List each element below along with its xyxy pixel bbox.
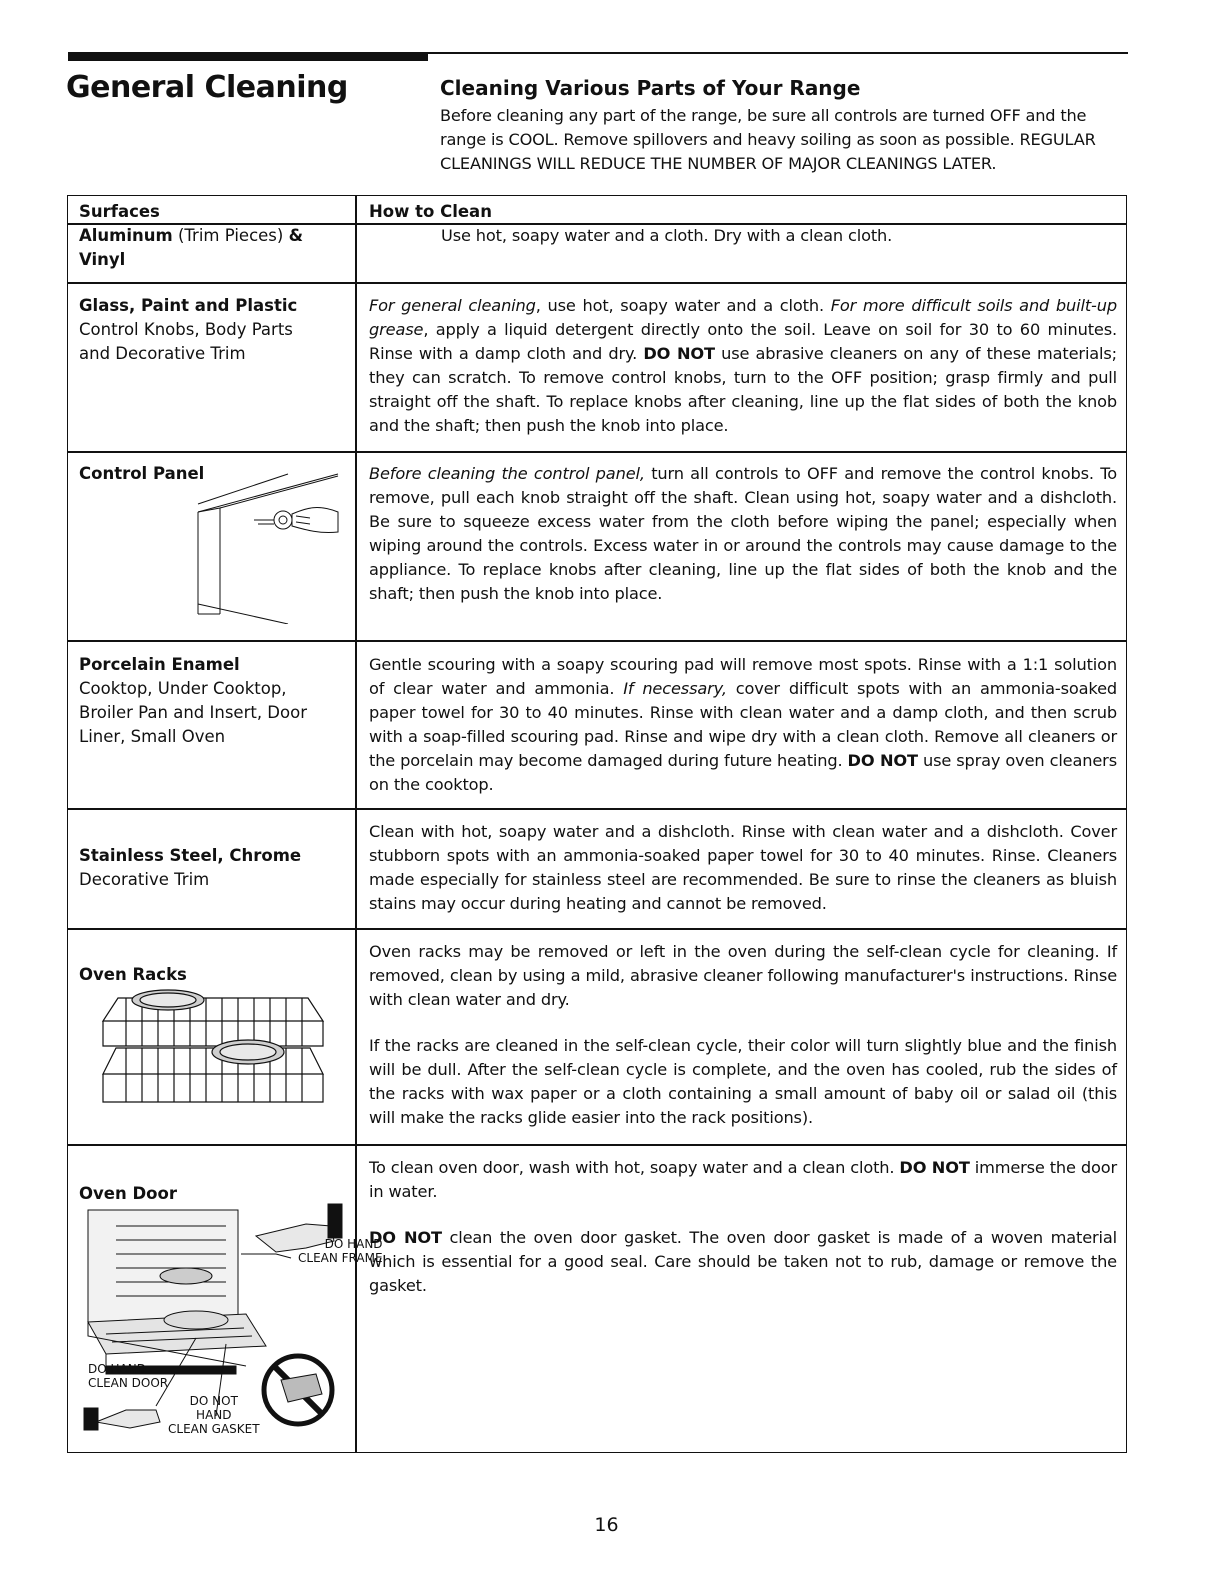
row-divider [68,928,1126,930]
howto-text: Clean with hot, soapy water and a dishcloth. Rinse with clean water and a dishcloth. Cover stubborn spots with an ammonia-soaked paper towel for 30 to 40 minutes. Rinse. Cleaners made especially for stainless steel are recommended. Be sure to rinse the cleaners as bluish stains may occur during heating and cannot be removed. [369,822,1117,913]
howto-text: To clean oven door, wash with hot, soapy water and a clean cloth. [369,1158,900,1177]
howto-italic: Before cleaning the control panel, [369,464,645,483]
page-title: General Cleaning [66,70,348,105]
row-divider [68,451,1126,453]
surface-name: Aluminum [79,226,173,245]
surface-stainless-steel [79,844,344,892]
howto-text: turn all controls to OFF and remove the control knobs. To remove, pull each knob straight off the shaft. Clean using hot, soapy water and a dishcloth. Be sure to squeeze excess water from the cloth before wiping the panel; especially when wiping around the controls. Excess water in or around the controls may cause damage to the appliance. To replace knobs after cleaning, line up the flat sides of both the knob and the shaft; then push the knob into place. [369,464,1117,603]
label-line: DO HAND [88,1362,146,1376]
howto-text: Gentle scouring with a soapy scouring pad will remove most spots. Rinse with a 1:1 solution of clear water and ammonia. [369,655,1117,698]
label-line: CLEAN DOOR [88,1376,169,1390]
howto-stainless-steel [369,820,1117,916]
row-divider [68,640,1126,642]
surface-name: Control Panel [79,464,205,483]
surface-aluminum [79,224,344,272]
label-line: HAND [196,1408,232,1422]
howto-text: use spray oven cleaners on the cooktop. [369,751,1117,794]
label-do-not-hand-clean-gasket [168,1394,260,1436]
surface-name-2: Vinyl [79,250,126,269]
label-do-hand-clean-door [88,1362,168,1390]
howto-text: , apply a liquid detergent directly onto the soil. Leave on soil for 30 to 60 minutes. Rinse with a damp cloth and dry. [369,320,1117,363]
oven-racks-illustration [98,986,328,1116]
surface-name: Oven Door [79,1184,177,1203]
intro-paragraph [440,104,1130,176]
control-panel-illustration [188,464,348,624]
section-title: Cleaning Various Parts of Your Range [440,76,861,100]
surface-name-suffix: (Trim Pieces) [172,226,289,245]
howto-aluminum [441,224,1189,248]
howto-text: use abrasive cleaners on any of these materials; they can scratch. To remove control knobs, turn to the OFF position; grasp firmly and pull straight off the shaft. To replace knobs after cleaning, line up the flat sides of both the knob and the shaft; then push the knob into place. [369,344,1117,435]
label-line: DO NOT [189,1394,238,1408]
howto-paragraph-2: If the racks are cleaned in the self-clean cycle, their color will turn slightly blue and the finish will be dull. After the self-clean cycle is complete, and the oven has cooled, rub the sides of the racks with wax paper or a cloth containing a small amount of baby oil or salad oil (this will make the racks glide easier into the rack positions). [369,1036,1117,1127]
howto-control-panel [369,462,1117,606]
column-header-surfaces: Surfaces [79,202,160,221]
howto-oven-racks [369,940,1117,1130]
surface-subtitle: Cooktop, Under Cooktop, Broiler Pan and Insert, Door Liner, Small Oven [79,679,307,746]
howto-warning: DO NOT [847,751,918,770]
label-line: CLEAN GASKET [168,1422,260,1436]
howto-text: immerse the door in water. [369,1158,1117,1201]
label-line: DO HAND [324,1237,383,1251]
surface-name: Glass, Paint and Plastic [79,296,298,315]
row-divider [68,1144,1126,1146]
howto-italic: If necessary, [623,679,727,698]
surface-name: Stainless Steel, Chrome [79,846,302,865]
intro-text: Before cleaning any part of the range, be sure all controls are turned OFF and the range is COOL. Remove spillovers and heavy soiling as soon as possible. REGULAR CLEANINGS WILL REDUCE THE NUMBER OF MAJOR CLEANINGS LATER. [440,106,1096,173]
surface-porcelain-enamel [79,653,344,749]
howto-warning: DO NOT [369,1228,442,1247]
howto-text: Use hot, soapy water and a cloth. Dry with a clean cloth. [441,226,893,245]
cleaning-table [67,195,1127,1453]
surface-oven-racks [79,963,344,987]
howto-italic: For general cleaning [369,296,536,315]
header-rule-thick [68,52,428,61]
howto-paragraph-1: Oven racks may be removed or left in the oven during the self-clean cycle for cleaning. If removed, clean by using a mild, abrasive cleaner following manufacturer's instructions. Rinse with clean water and dry. [369,942,1117,1009]
howto-warning: DO NOT [899,1158,970,1177]
howto-italic: For more difficult soils and built-up grease [369,296,1117,339]
page-number: 16 [594,1514,619,1536]
surface-subtitle: Decorative Trim [79,870,210,889]
label-line: CLEAN FRAME [298,1251,383,1265]
howto-text: , use hot, soapy water and a cloth. [535,296,831,315]
surface-glass-paint-plastic [79,294,344,366]
row-divider [68,808,1126,810]
column-header-how-to-clean: How to Clean [369,202,492,221]
surface-name: Porcelain Enamel [79,655,240,674]
howto-warning: DO NOT [643,344,715,363]
header-rule-thin [428,52,1128,54]
surface-name: Oven Racks [79,965,187,984]
howto-text: clean the oven door gasket. The oven door gasket is made of a woven material which is essential for a good seal. Care should be taken not to rub, damage or remove the gasket. [369,1228,1117,1295]
row-divider [68,282,1126,284]
surface-subtitle: Control Knobs, Body Parts and Decorative Trim [79,320,293,363]
surface-name-amp: & [288,226,303,245]
howto-porcelain-enamel [369,653,1117,797]
howto-text: cover difficult spots with an ammonia-soaked paper towel for 30 to 40 minutes. Rinse with clean water and a damp cloth, and then scrub with a soap-filled scouring pad. Rinse and wipe dry with a clean cloth. Remove all cleaners or the porcelain may become damaged during future heating. [369,679,1118,770]
howto-oven-door [369,1156,1117,1298]
howto-glass-paint-plastic [369,294,1117,438]
